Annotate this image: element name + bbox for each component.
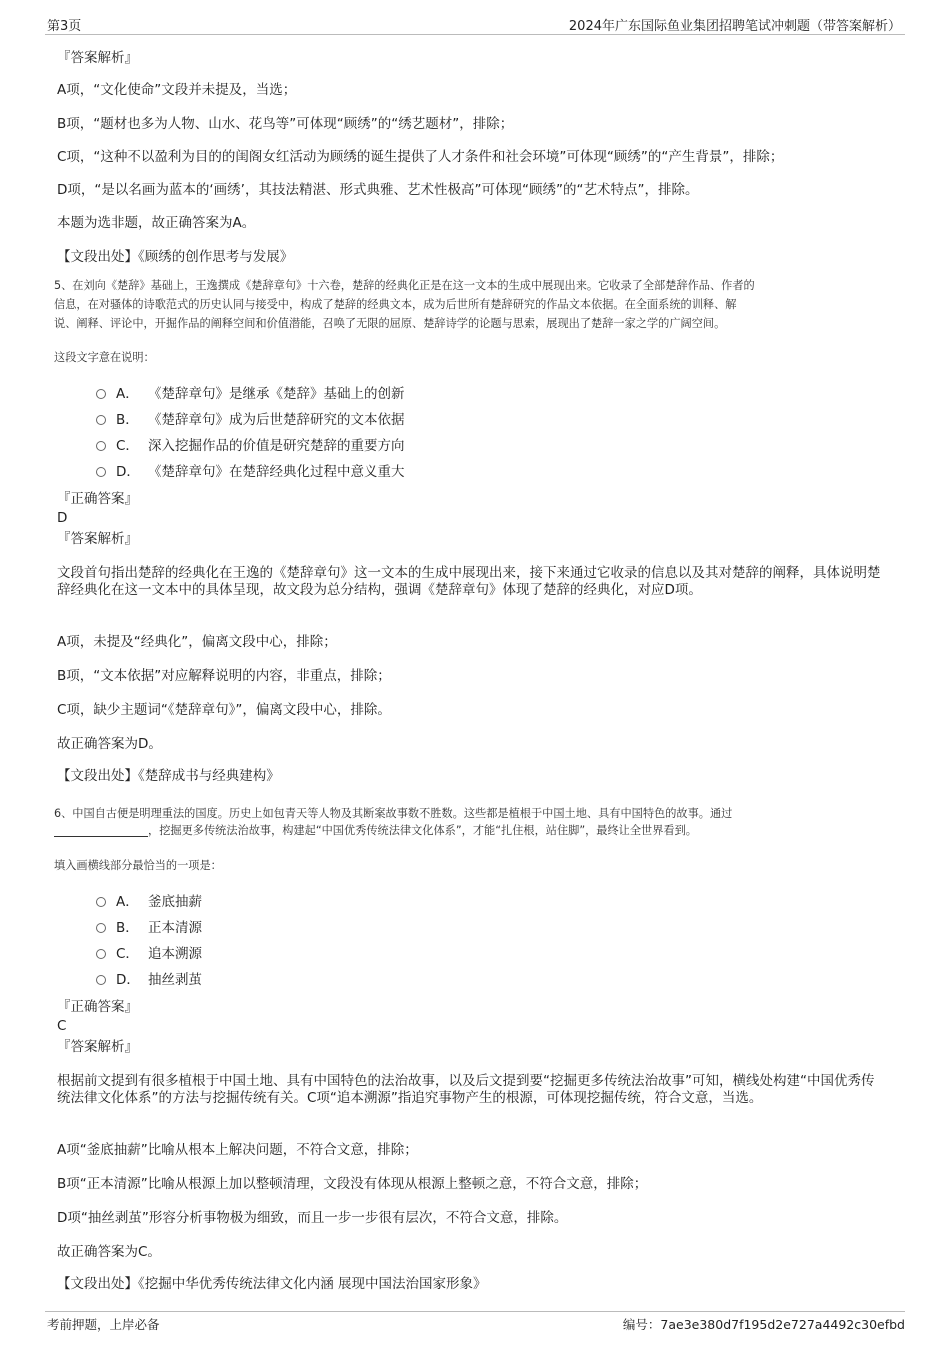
radio-icon[interactable] bbox=[96, 975, 106, 985]
analysis-paragraph: 根据前文提到有很多植根于中国土地、具有中国特色的法治故事，以及后文提到要“挖掘更多传统法治故事”可知，横线处构建“中国优秀传统法律文化体系”的方法与挖掘传统有关。C项“追本溯源”指追究事物产生的根源，可体现挖掘传统，符合文意，当选。 bbox=[57, 1073, 875, 1106]
analysis-line: C项，缺少主题词“《楚辞章句》”，偏离文段中心，排除。 bbox=[57, 702, 391, 718]
correct-answer: D bbox=[57, 510, 68, 526]
question-stem-line: 信息，在对骚体的诗歌范式的历史认同与接受中，构成了楚辞的经典文本，成为后世所有楚辞研究的作品文本依据。在全面系统的训释、解 bbox=[54, 298, 737, 311]
analysis-line: B项“正本清源”比喻从根源上加以整顿清理，文段没有体现从根源上整顿之意，不符合文意，排除； bbox=[57, 1176, 648, 1192]
document-title: 2024年广东国际鱼业集团招聘笔试冲刺题（带答案解析） bbox=[568, 19, 901, 34]
correct-answer: C bbox=[57, 1018, 67, 1034]
radio-icon[interactable] bbox=[96, 389, 106, 399]
option-c[interactable]: C． 追本溯源 bbox=[96, 945, 202, 963]
option-b[interactable]: B． 《楚辞章句》成为后世楚辞研究的文本依据 bbox=[96, 411, 405, 429]
analysis-label: 『答案解析』 bbox=[57, 531, 138, 547]
option-b[interactable]: B． 正本清源 bbox=[96, 919, 202, 937]
analysis-line: 故正确答案为C。 bbox=[57, 1244, 161, 1260]
page-header bbox=[45, 14, 905, 35]
fill-blank bbox=[54, 824, 148, 837]
analysis-label: 『答案解析』 bbox=[57, 50, 138, 66]
analysis-line: D项“抽丝剥茧”形容分析事物极为细致，而且一步一步很有层次，不符合文意，排除。 bbox=[57, 1210, 568, 1226]
radio-icon[interactable] bbox=[96, 949, 106, 959]
analysis-label: 『答案解析』 bbox=[57, 1039, 138, 1055]
source-citation: 【文段出处】《楚辞成书与经典建构》 bbox=[57, 768, 280, 784]
radio-icon[interactable] bbox=[96, 923, 106, 933]
page-number: 第3页 bbox=[47, 19, 82, 34]
question-prompt: 这段文字意在说明： bbox=[54, 351, 155, 364]
answer-label: 『正确答案』 bbox=[57, 491, 138, 507]
question-stem-line: ，挖掘更多传统法治故事，构建起“中国优秀传统法律文化体系”，才能“扎住根，站住脚”，最终让全世界看到。 bbox=[54, 822, 697, 839]
question-prompt: 填入画横线部分最恰当的一项是： bbox=[54, 859, 222, 872]
analysis-line: A项，“文化使命”文段并未提及，当选； bbox=[57, 82, 297, 98]
question-stem-line: 6、中国自古便是明理重法的国度。历史上如包青天等人物及其断案故事数不胜数。这些都是植根于中国土地、具有中国特色的故事。通过 bbox=[54, 807, 733, 820]
analysis-line: B项，“文本依据”对应解释说明的内容，非重点，排除； bbox=[57, 668, 391, 684]
radio-icon[interactable] bbox=[96, 467, 106, 477]
radio-icon[interactable] bbox=[96, 897, 106, 907]
document-id: 编号：7ae3e380d7f195d2e727a4492c30efbd bbox=[622, 1317, 905, 1332]
option-a[interactable]: A． 《楚辞章句》是继承《楚辞》基础上的创新 bbox=[96, 385, 405, 403]
option-c[interactable]: C． 深入挖掘作品的价值是研究楚辞的重要方向 bbox=[96, 437, 405, 455]
analysis-paragraph: 文段首句指出楚辞的经典化在王逸的《楚辞章句》这一文本的生成中展现出来，接下来通过它收录的信息以及其对楚辞的阐释，具体说明楚辞经典化在这一文本中的具体呈现，故文段为总分结构，强调《楚辞章句》体现了楚辞的经典化，对应D项。 bbox=[57, 565, 881, 598]
analysis-line: A项“釜底抽薪”比喻从根本上解决问题，不符合文意，排除； bbox=[57, 1142, 418, 1158]
option-d[interactable]: D． 抽丝剥茧 bbox=[96, 971, 202, 989]
analysis-line: C项，“这种不以盈利为目的的闺阁女红活动为顾绣的诞生提供了人才条件和社会环境”可体现“顾绣”的“产生背景”，排除； bbox=[57, 149, 784, 165]
analysis-line: A项，未提及“经典化”，偏离文段中心，排除； bbox=[57, 634, 337, 650]
option-a[interactable]: A． 釜底抽薪 bbox=[96, 893, 202, 911]
option-d[interactable]: D． 《楚辞章句》在楚辞经典化过程中意义重大 bbox=[96, 463, 405, 481]
analysis-line: D项，“是以名画为蓝本的‘画绣’，其技法精湛、形式典雅、艺术性极高”可体现“顾绣”的“艺术特点”，排除。 bbox=[57, 182, 699, 198]
analysis-line: 本题为选非题，故正确答案为A。 bbox=[57, 215, 256, 231]
analysis-line: B项，“题材也多为人物、山水、花鸟等”可体现“顾绣”的“绣艺题材”，排除； bbox=[57, 116, 514, 132]
question-stem-line: 说、阐释、评论中，开掘作品的阐释空间和价值潜能，召唤了无限的屈原、楚辞诗学的论题与思索，展现出了楚辞一家之学的广阔空间。 bbox=[54, 317, 726, 330]
question-stem-line: 5、在刘向《楚辞》基础上，王逸撰成《楚辞章句》十六卷，楚辞的经典化正是在这一文本的生成中展现出来。它收录了全部楚辞作品、作者的 bbox=[54, 279, 755, 292]
radio-icon[interactable] bbox=[96, 415, 106, 425]
analysis-line: 故正确答案为D。 bbox=[57, 736, 162, 752]
answer-label: 『正确答案』 bbox=[57, 999, 138, 1015]
radio-icon[interactable] bbox=[96, 441, 106, 451]
footer-slogan: 考前押题，上岸必备 bbox=[47, 1317, 160, 1332]
page-footer bbox=[45, 1311, 905, 1334]
source-citation: 【文段出处】《挖掘中华优秀传统法律文化内涵 展现中国法治国家形象》 bbox=[57, 1276, 487, 1292]
source-citation: 【文段出处】《顾绣的创作思考与发展》 bbox=[57, 249, 294, 265]
